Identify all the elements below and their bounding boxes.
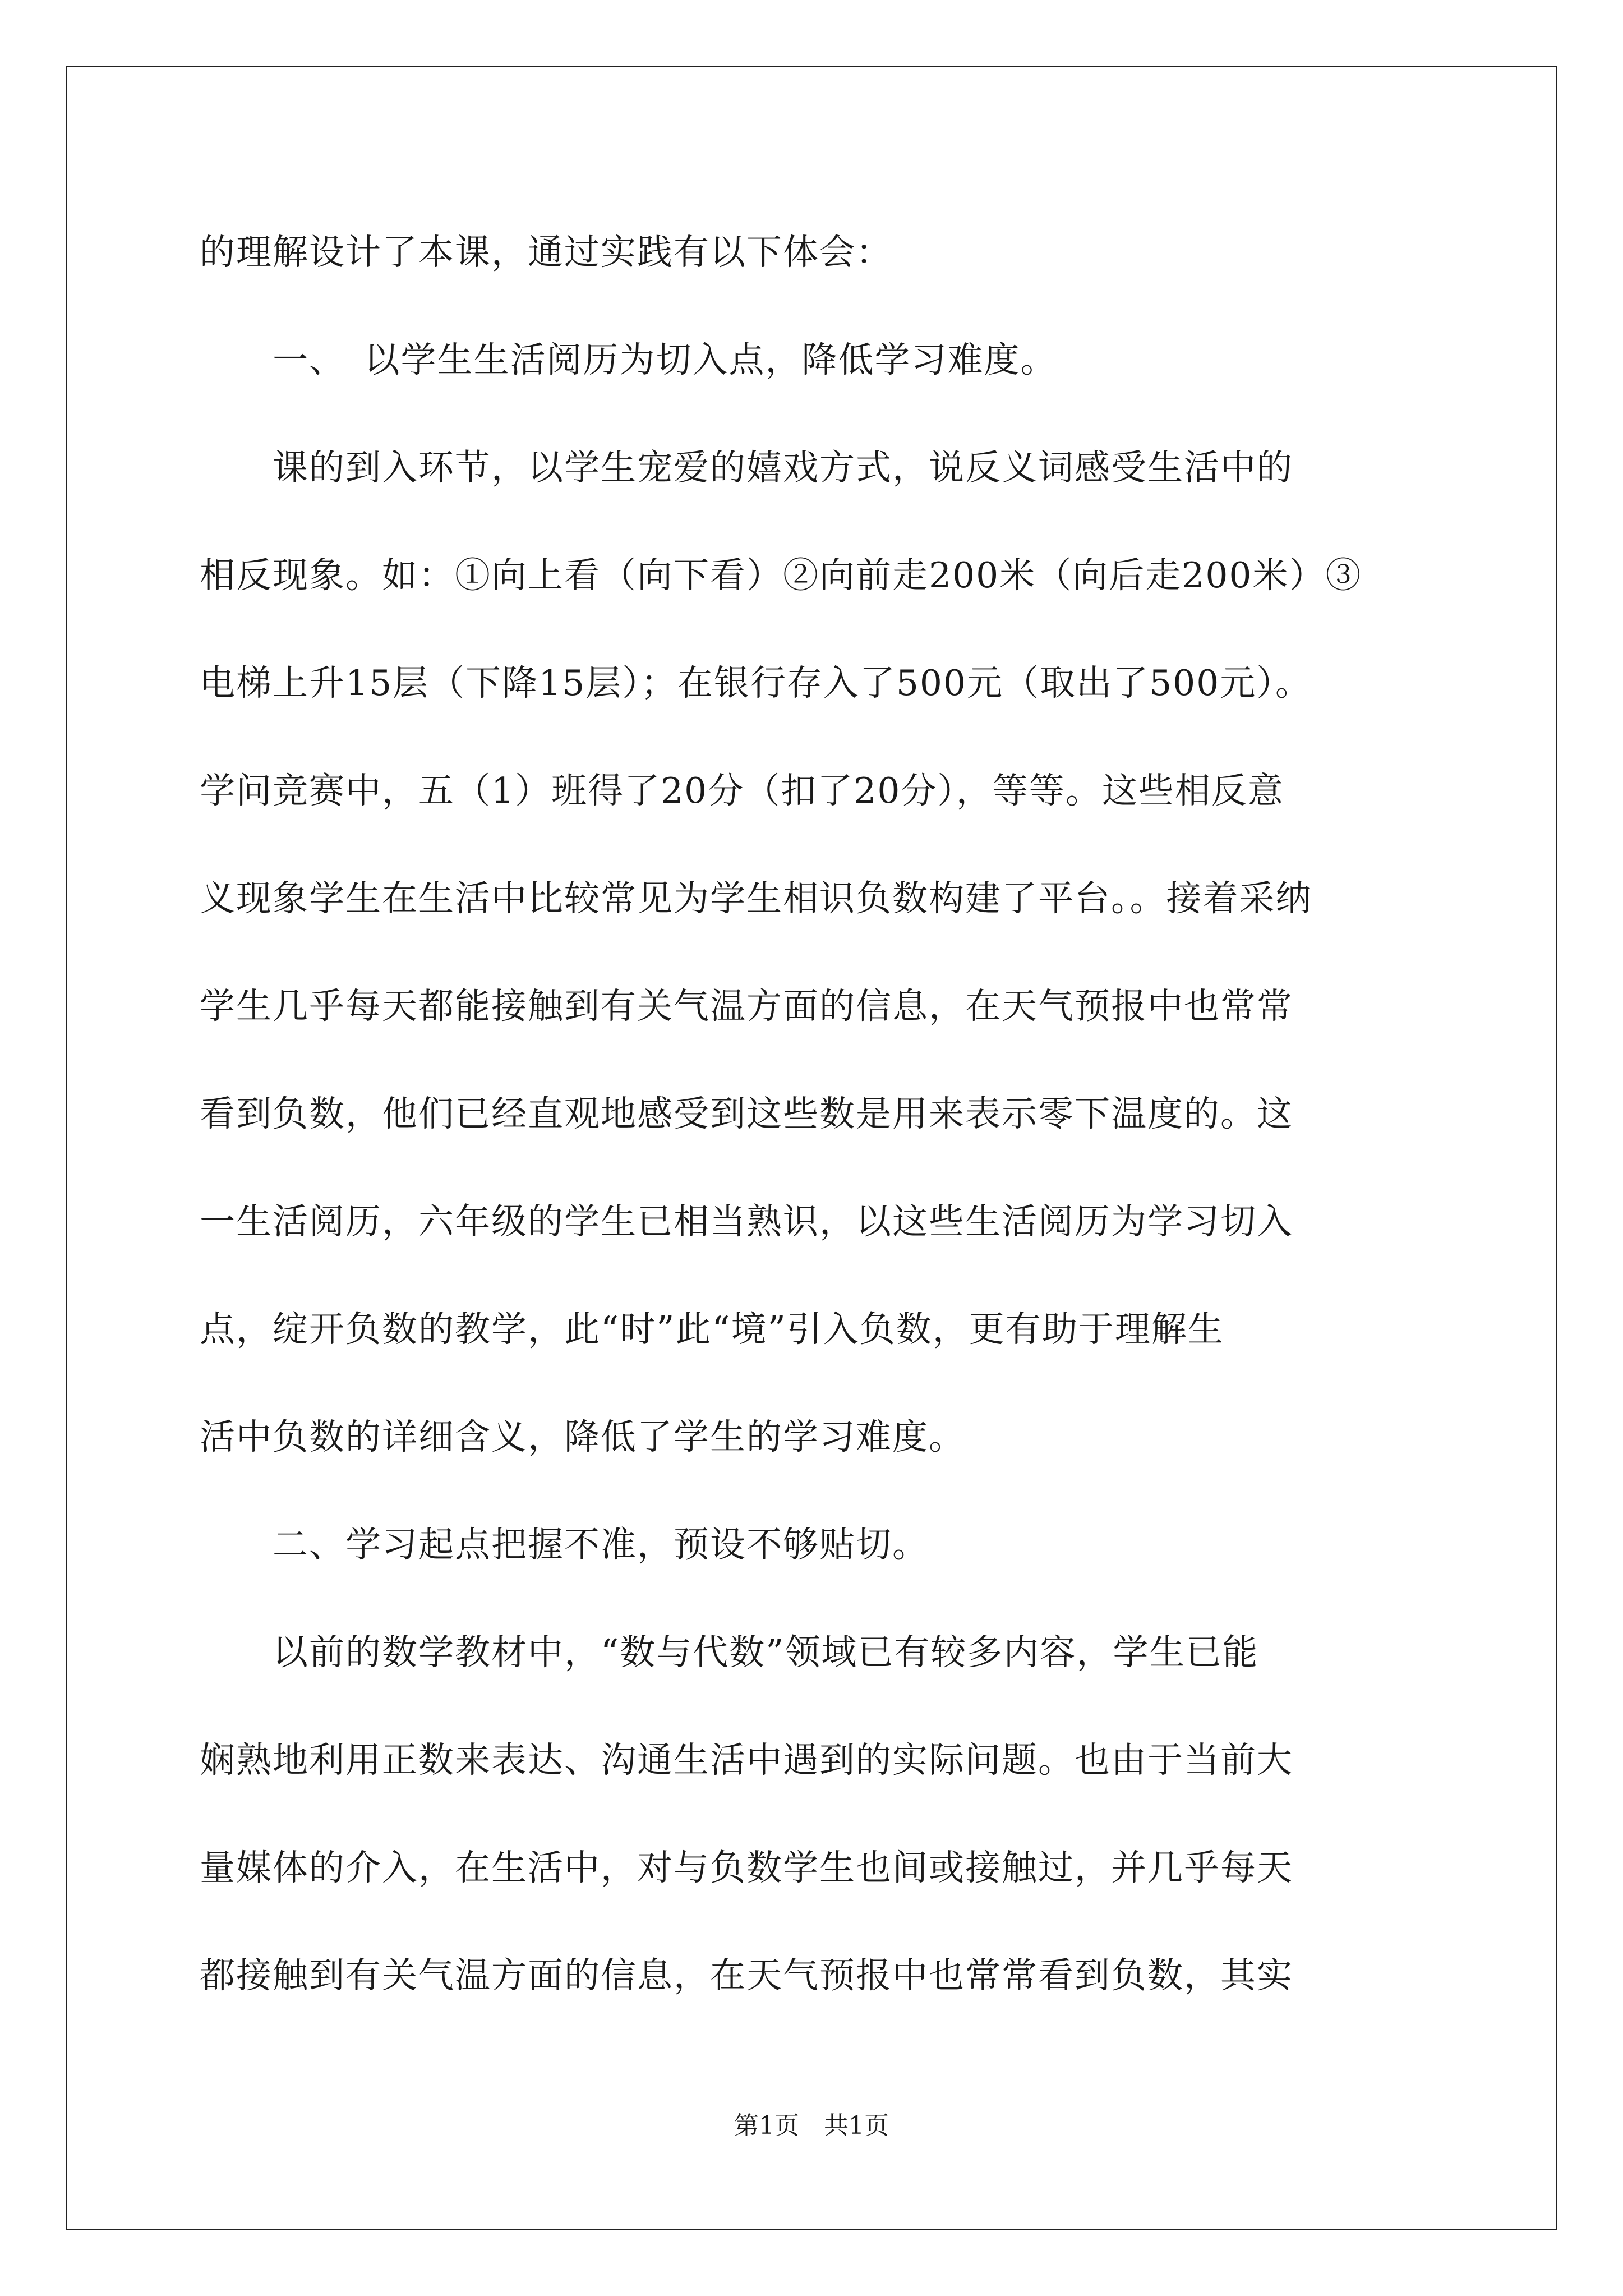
text-line: 一生活阅历，六年级的学生已相当熟识，以这些生活阅历为学习切入 [200,1201,1293,1242]
text-line: 看到负数，他们已经直观地感受到这些数是用来表示零下温度的。这 [200,1093,1293,1134]
text-line: 都接触到有关气温方面的信息，在天气预报中也常常看到负数，其实 [200,1955,1293,1996]
text-line: 二、学习起点把握不准，预设不够贴切。 [200,1524,929,1565]
text-line: 以前的数学教材中，“数与代数”领域已有较多内容，学生已能 [200,1632,1259,1673]
text-line: 电梯上升15层（下降15层）；在银行存入了500元（取出了500元）。 [200,662,1312,703]
text-line: 义现象学生在生活中比较常见为学生相识负数构建了平台。。接着采纳 [200,878,1312,919]
text-line: 的理解设计了本课，通过实践有以下体会： [200,232,892,273]
page-footer: 第1页 共1页 [734,2111,889,2140]
text-line: 点，绽开负数的教学，此“时”此“境”引入负数，更有助于理解生 [200,1309,1224,1350]
document-body [200,226,1523,2056]
text-line: 一、 以学生生活阅历为切入点，降低学习难度。 [200,339,1057,380]
text-line: 学生几乎每天都能接触到有关气温方面的信息，在天气预报中也常常 [200,986,1293,1027]
text-line: 活中负数的详细含义，降低了学生的学习难度。 [200,1416,965,1457]
text-line: 相反现象。如：①向上看（向下看）②向前走200米（向后走200米）③ [200,555,1362,596]
text-line: 量媒体的介入，在生活中，对与负数学生也间或接触过，并几乎每天 [200,1847,1293,1888]
text-line: 娴熟地利用正数来表达、沟通生活中遇到的实际问题。也由于当前大 [200,1740,1293,1780]
text-line: 课的到入环节，以学生宠爱的嬉戏方式，说反义词感受生活中的 [200,447,1293,488]
text-line: 学问竞赛中，五（1）班得了20分（扣了20分），等等。这些相反意 [200,770,1284,811]
